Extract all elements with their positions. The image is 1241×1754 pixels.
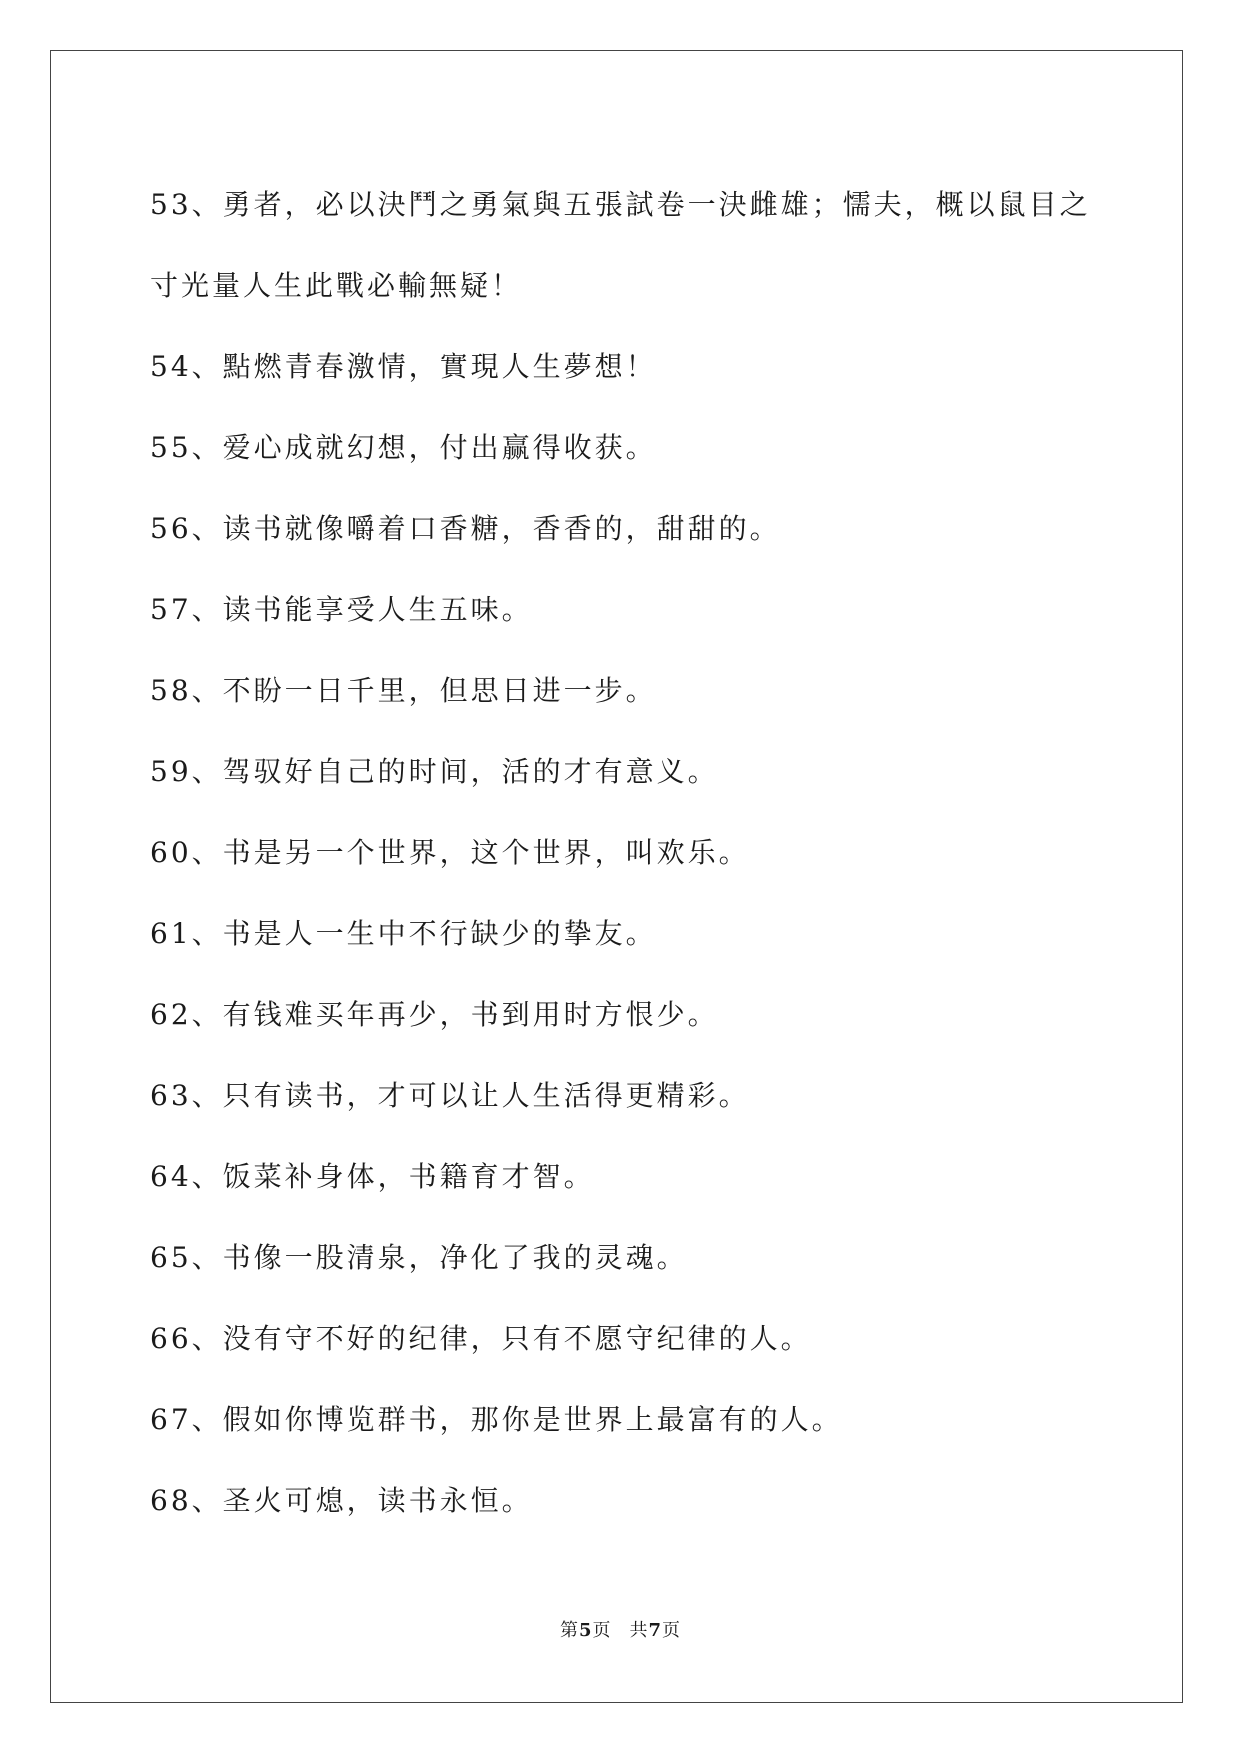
- text-line: 58、不盼一日千里，但思日进一步。: [150, 674, 657, 707]
- page-number: 5: [578, 1620, 593, 1641]
- text-line: 63、只有读书，才可以让人生活得更精彩。: [150, 1079, 750, 1112]
- text-line: 56、读书就像嚼着口香糖，香香的，甜甜的。: [150, 512, 781, 545]
- text-line: 寸光量人生此戰必輸無疑！: [150, 269, 523, 302]
- text-line: 60、书是另一个世界，这个世界，叫欢乐。: [150, 836, 750, 869]
- text-line: 66、没有守不好的纪律，只有不愿守纪律的人。: [150, 1322, 812, 1355]
- text-line: 59、驾驭好自己的时间，活的才有意义。: [150, 755, 719, 788]
- footer-total-suffix: 页: [662, 1620, 682, 1641]
- text-line: 61、书是人一生中不行缺少的挚友。: [150, 917, 657, 950]
- text-line: 53、勇者，必以決鬥之勇氣與五張試卷一決雌雄；懦夫，概以鼠目之: [150, 188, 1091, 221]
- text-line: 57、读书能享受人生五味。: [150, 593, 533, 626]
- text-line: 55、爱心成就幻想，付出赢得收获。: [150, 431, 657, 464]
- text-line: 67、假如你博览群书，那你是世界上最富有的人。: [150, 1403, 843, 1436]
- footer-total-prefix: 共: [629, 1620, 649, 1641]
- text-line: 65、书像一股清泉，净化了我的灵魂。: [150, 1241, 688, 1274]
- text-line: 54、點燃青春激情，實現人生夢想！: [150, 350, 657, 383]
- total-pages: 7: [648, 1620, 663, 1641]
- footer-page-suffix: 页: [592, 1620, 612, 1641]
- text-line: 62、有钱难买年再少，书到用时方恨少。: [150, 998, 719, 1031]
- footer-prefix: 第: [559, 1620, 579, 1641]
- page-footer: [0, 1616, 1241, 1642]
- text-line: 64、饭菜补身体，书籍育才智。: [150, 1160, 595, 1193]
- text-line: 68、圣火可熄，读书永恒。: [150, 1484, 533, 1517]
- document-body: [150, 164, 1100, 1541]
